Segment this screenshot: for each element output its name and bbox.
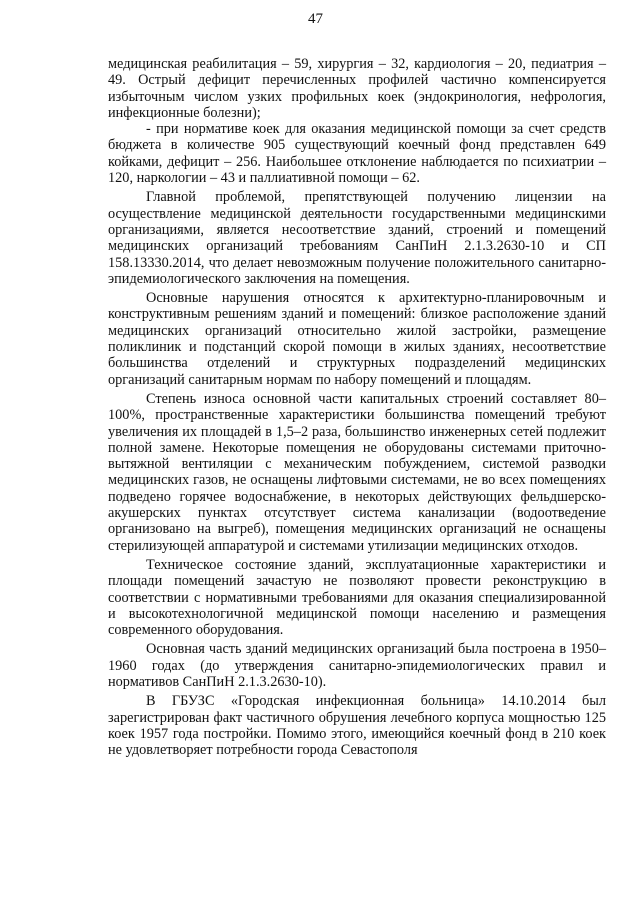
page-number: 47 [308, 11, 323, 27]
paragraph-construction-years: Основная часть зданий медицинских организаций была построена в 1950–1960 годах (до утверждения санитарно-эпидемиологических правил и нормативов СанПиН 2.1.3.2630-10). [108, 641, 606, 690]
paragraph-bed-norm: - при нормативе коек для оказания медицинской помощи за счет средств бюджета в количестве 905 существующий коечный фонд представлен 649 койками, дефицит – 256. Наибольшее отклонение наблюдается по психиатрии – 120, наркологии – 43 и паллиативной помощи – 62. [108, 121, 606, 187]
document-body [108, 56, 606, 758]
paragraph-main-problem: Главной проблемой, препятствующей получению лицензии на осуществление медицинской деятельности государственными медицинскими организациями, является несоответствие зданий, строений и помещений медицинских организаций требованиям СанПиН 2.1.3.2630-10 и СП 158.13330.2014, что делает невозможным получение положительного санитарно-эпидемиологического заключения на помещения. [108, 189, 606, 287]
paragraph-main-violations: Основные нарушения относятся к архитектурно-планировочным и конструктивным решениям зданий и помещений: близкое расположение зданий медицинских организаций относительно жилой застройки, размещение поликлиник и подстанций скорой помощи в жилых зданиях, несоответствие большинства отделений и структурных подразделений медицинских организаций санитарным нормам по набору помещений и площадям. [108, 290, 606, 388]
paragraph-continuation: медицинская реабилитация – 59, хирургия – 32, кардиология – 20, педиатрия – 49. Острый дефицит перечисленных профилей частично компенсируется избыточным числом узких профильных коек (эндокринология, нефрология, инфекционные болезни); [108, 56, 606, 121]
paragraph-technical-state: Техническое состояние зданий, эксплуатационные характеристики и площади помещений зачастую не позволяют провести реконструкцию в соответствии с нормативными требованиями для оказания специализированной и высокотехнологичной медицинской помощи населению и размещения современного оборудования. [108, 556, 606, 639]
paragraph-infectious-hospital: В ГБУЗС «Городская инфекционная больница» 14.10.2014 был зарегистрирован факт частичного обрушения лечебного корпуса мощностью 125 коек 1957 года постройки. Помимо этого, имеющийся коечный фонд в 210 коек не удовлетворяет потребности города Севастополя [108, 693, 606, 759]
paragraph-wear-degree: Степень износа основной части капитальных строений составляет 80–100%, пространственные характеристики большинства помещений требуют увеличения их площадей в 1,5–2 раза, большинство инженерных сетей подлежит полной замене. Некоторые помещения не оборудованы системами приточно-вытяжной вентиляции с механическим побуждением, системой разводки медицинских газов, не оснащены лифтовыми системами, не во всех помещениях подведено горячее водоснабжение, в некоторых действующих фельдшерско-акушерских пунктах отсутствует система канализации (водоотведение организовано на выгреб), помещения медицинских организаций не оснащены стерилизующей аппаратурой и системами утилизации медицинских отходов. [108, 390, 606, 554]
